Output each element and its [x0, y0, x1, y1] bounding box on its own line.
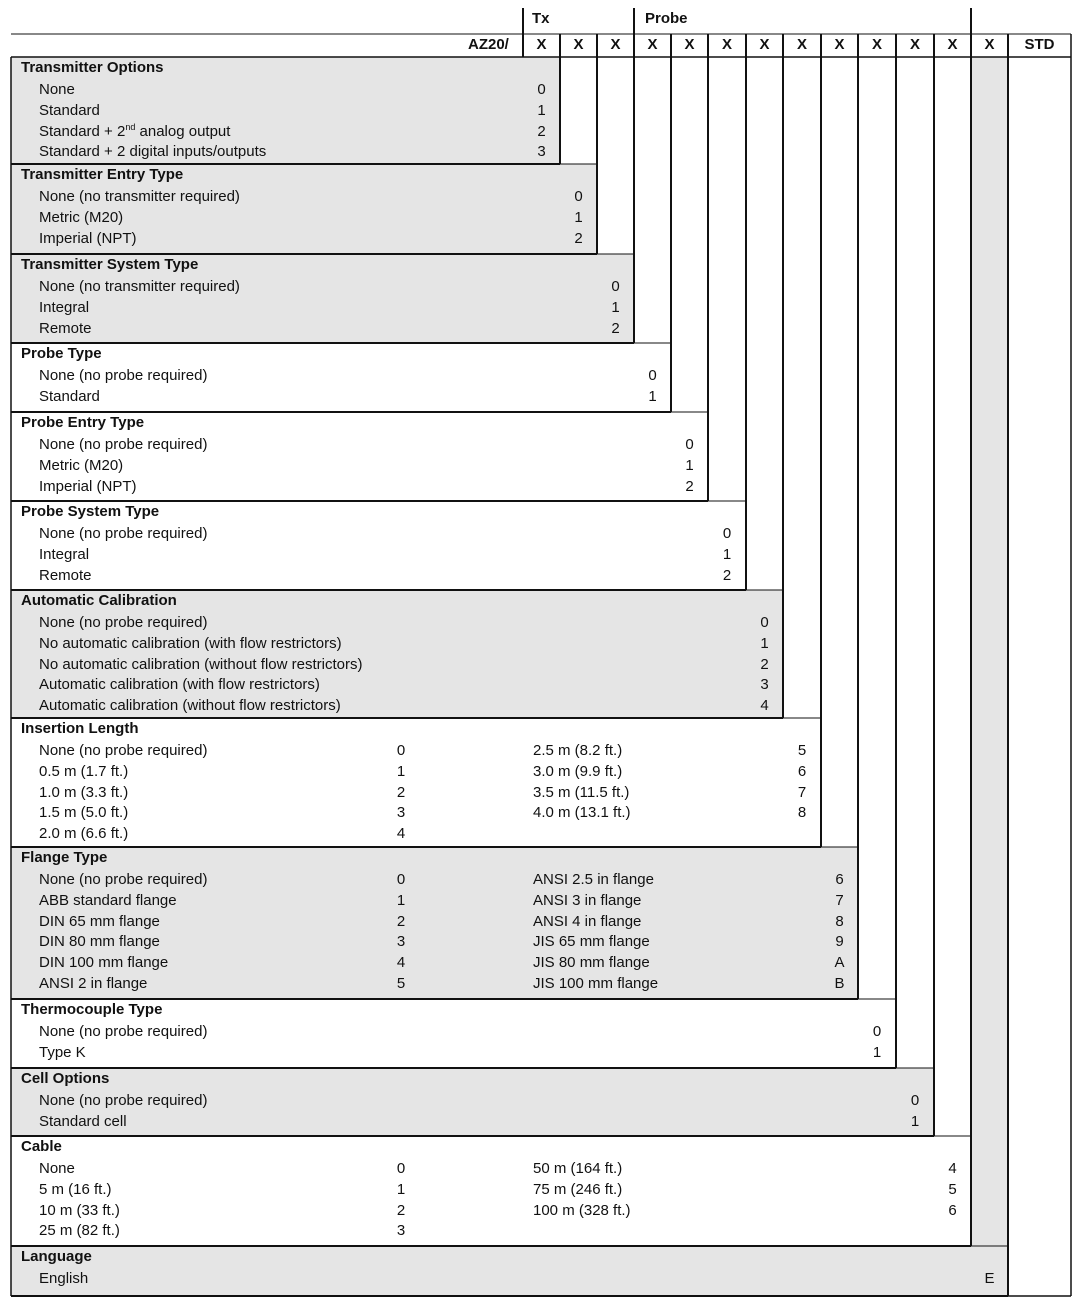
- code-column-header: X: [909, 36, 921, 53]
- option-code: 6: [797, 762, 807, 780]
- code-column-header: X: [759, 36, 770, 53]
- option-code: B: [834, 975, 845, 992]
- section-heading: Insertion Length: [21, 720, 139, 737]
- option-label: 100 m (328 ft.): [533, 1201, 631, 1219]
- option-label: Standard cell: [39, 1112, 127, 1130]
- std-column-header: STD: [1024, 36, 1055, 53]
- option-code: 2: [396, 783, 406, 801]
- option-code: 3: [396, 1222, 406, 1240]
- option-label: 75 m (246 ft.): [533, 1180, 623, 1198]
- option-label: 25 m (82 ft.): [39, 1222, 120, 1240]
- model-prefix: AZ20/: [468, 36, 509, 53]
- option-label: ANSI 2 in flange: [39, 975, 148, 992]
- option-label: None: [39, 1160, 75, 1177]
- section-heading: Transmitter Entry Type: [21, 166, 184, 183]
- section-shading: [11, 1246, 1008, 1296]
- option-label: None (no probe required): [39, 742, 208, 759]
- code-column-header: X: [647, 36, 658, 53]
- option-code: 0: [872, 1023, 882, 1040]
- option-code: E: [984, 1270, 995, 1287]
- option-code: 0: [685, 436, 694, 453]
- option-code: 5: [948, 1180, 957, 1198]
- option-label: None (no probe required): [39, 367, 208, 384]
- option-label: Standard + 2 digital inputs/outputs: [39, 143, 267, 161]
- option-label: 1.5 m (5.0 ft.): [39, 804, 129, 822]
- ordinal-suffix: nd: [125, 121, 136, 132]
- code-column-header: X: [573, 36, 584, 53]
- option-code: 8: [797, 804, 807, 822]
- option-code: 2: [760, 655, 769, 673]
- option-label-text: analog output: [135, 122, 231, 140]
- option-label: Automatic calibration (without flow restrictors): [39, 697, 341, 715]
- option-label: None (no probe required): [39, 614, 208, 631]
- group-label-tx: Tx: [532, 10, 550, 27]
- section-heading: Language: [21, 1248, 92, 1265]
- option-code: 7: [835, 891, 844, 909]
- option-code: 2: [537, 122, 546, 140]
- section-heading: Transmitter Options: [21, 59, 164, 76]
- code-column-header: X: [871, 36, 883, 53]
- code-column-header: X: [947, 36, 958, 53]
- option-label: Standard: [39, 101, 100, 119]
- option-label: English: [39, 1270, 89, 1287]
- option-label: Remote: [39, 566, 92, 584]
- option-code: 1: [396, 891, 406, 909]
- group-label-probe: Probe: [645, 10, 688, 27]
- option-code: 9: [835, 933, 844, 951]
- option-code: 0: [396, 1160, 406, 1177]
- option-label: Remote: [39, 319, 92, 337]
- option-code: 0: [722, 525, 732, 542]
- option-label: None (no transmitter required): [39, 278, 240, 295]
- option-code: 0: [396, 742, 406, 759]
- option-code: 5: [797, 742, 807, 759]
- option-label-text: Standard + 2: [39, 122, 126, 140]
- code-column-header: X: [834, 36, 845, 53]
- option-label: 1.0 m (3.3 ft.): [39, 783, 129, 801]
- code-column-header: X: [536, 36, 547, 53]
- option-code: 2: [722, 566, 732, 584]
- option-label: JIS 100 mm flange: [533, 975, 659, 992]
- option-code: 7: [797, 783, 807, 801]
- option-code: 0: [537, 81, 546, 98]
- option-label: 50 m (164 ft.): [533, 1160, 623, 1177]
- option-code: 2: [396, 912, 406, 930]
- section-heading: Automatic Calibration: [21, 592, 177, 609]
- option-label: [39, 123, 230, 141]
- option-label: ANSI 2.5 in flange: [533, 871, 654, 888]
- option-label: None (no probe required): [39, 871, 208, 888]
- code-column-header: X: [684, 36, 695, 53]
- option-label: 3.5 m (11.5 ft.): [533, 783, 630, 801]
- option-code: 4: [396, 825, 406, 843]
- option-code: 1: [648, 387, 657, 405]
- option-label: Type K: [39, 1043, 86, 1061]
- option-label: None (no probe required): [39, 436, 208, 453]
- option-label: DIN 65 mm flange: [39, 912, 160, 930]
- option-code: 1: [722, 545, 732, 563]
- option-label: None (no probe required): [39, 1023, 208, 1040]
- option-code: 1: [574, 208, 583, 226]
- option-code: 0: [396, 871, 406, 888]
- option-code: 2: [574, 229, 583, 247]
- option-code: 1: [396, 762, 406, 780]
- option-label: Metric (M20): [39, 456, 124, 474]
- section-heading: Thermocouple Type: [21, 1001, 163, 1018]
- option-label: 5 m (16 ft.): [39, 1180, 112, 1198]
- code-column-header: X: [796, 36, 808, 53]
- option-label: None (no probe required): [39, 1092, 208, 1109]
- option-label: No automatic calibration (without flow restrictors): [39, 655, 363, 673]
- option-label: Imperial (NPT): [39, 229, 137, 247]
- section-heading: Probe Entry Type: [21, 414, 145, 431]
- option-label: 2.5 m (8.2 ft.): [533, 742, 623, 759]
- option-label: 2.0 m (6.6 ft.): [39, 825, 129, 843]
- option-label: None (no transmitter required): [39, 188, 240, 205]
- option-code: 4: [396, 954, 406, 972]
- option-label: ANSI 4 in flange: [533, 912, 642, 930]
- option-code: 3: [760, 676, 769, 694]
- option-label: DIN 100 mm flange: [39, 954, 169, 972]
- option-code: 1: [396, 1180, 406, 1198]
- option-label: Standard: [39, 387, 100, 405]
- option-code: 5: [396, 975, 406, 992]
- option-label: ANSI 3 in flange: [533, 891, 642, 909]
- option-label: None (no probe required): [39, 525, 208, 542]
- option-code: 2: [685, 477, 694, 495]
- option-code: 3: [396, 804, 406, 822]
- section-heading: Flange Type: [21, 849, 108, 866]
- section-heading: Transmitter System Type: [21, 256, 199, 273]
- option-label: Integral: [39, 545, 90, 563]
- option-label: No automatic calibration (with flow restrictors): [39, 634, 342, 652]
- language-column-shading: [971, 57, 1008, 1296]
- option-code: 0: [648, 367, 657, 384]
- option-label: DIN 80 mm flange: [39, 933, 160, 951]
- option-label: Imperial (NPT): [39, 477, 137, 495]
- option-code: 2: [396, 1201, 406, 1219]
- option-code: 6: [835, 871, 844, 888]
- option-label: JIS 65 mm flange: [533, 933, 650, 951]
- option-code: 2: [611, 319, 620, 337]
- option-label: Automatic calibration (with flow restrictors): [39, 676, 320, 694]
- option-label: Metric (M20): [39, 208, 124, 226]
- option-code: 3: [396, 933, 406, 951]
- option-code: 0: [910, 1092, 920, 1109]
- option-label: Integral: [39, 298, 90, 316]
- option-label: 4.0 m (13.1 ft.): [533, 804, 631, 822]
- section-heading: Cable: [21, 1138, 62, 1155]
- option-code: 0: [611, 278, 620, 295]
- option-code: 0: [760, 614, 769, 631]
- code-column-header: X: [610, 36, 621, 53]
- option-code: 1: [611, 298, 620, 316]
- option-code: 1: [537, 101, 546, 119]
- option-label: None: [39, 81, 75, 98]
- option-label: 3.0 m (9.9 ft.): [533, 762, 623, 780]
- section-heading: Probe Type: [21, 345, 102, 362]
- option-label: ABB standard flange: [39, 891, 177, 909]
- option-label: JIS 80 mm flange: [533, 954, 650, 972]
- option-code: 1: [760, 634, 769, 652]
- option-code: 1: [872, 1043, 882, 1061]
- code-column-header: X: [721, 36, 733, 53]
- option-code: 1: [685, 456, 694, 474]
- section-heading: Cell Options: [21, 1070, 110, 1087]
- section-heading: Probe System Type: [21, 503, 160, 520]
- std-column-background: [1008, 34, 1071, 1296]
- code-column-header: X: [984, 36, 995, 53]
- option-code: 8: [835, 912, 844, 930]
- option-code: 6: [948, 1201, 957, 1219]
- option-code: A: [834, 954, 845, 972]
- option-code: 4: [948, 1160, 957, 1177]
- option-code: 3: [537, 143, 546, 161]
- option-code: 0: [574, 188, 583, 205]
- option-label: 0.5 m (1.7 ft.): [39, 762, 129, 780]
- option-code: 4: [760, 697, 769, 715]
- option-label: 10 m (33 ft.): [39, 1201, 120, 1219]
- option-code: 1: [910, 1112, 920, 1130]
